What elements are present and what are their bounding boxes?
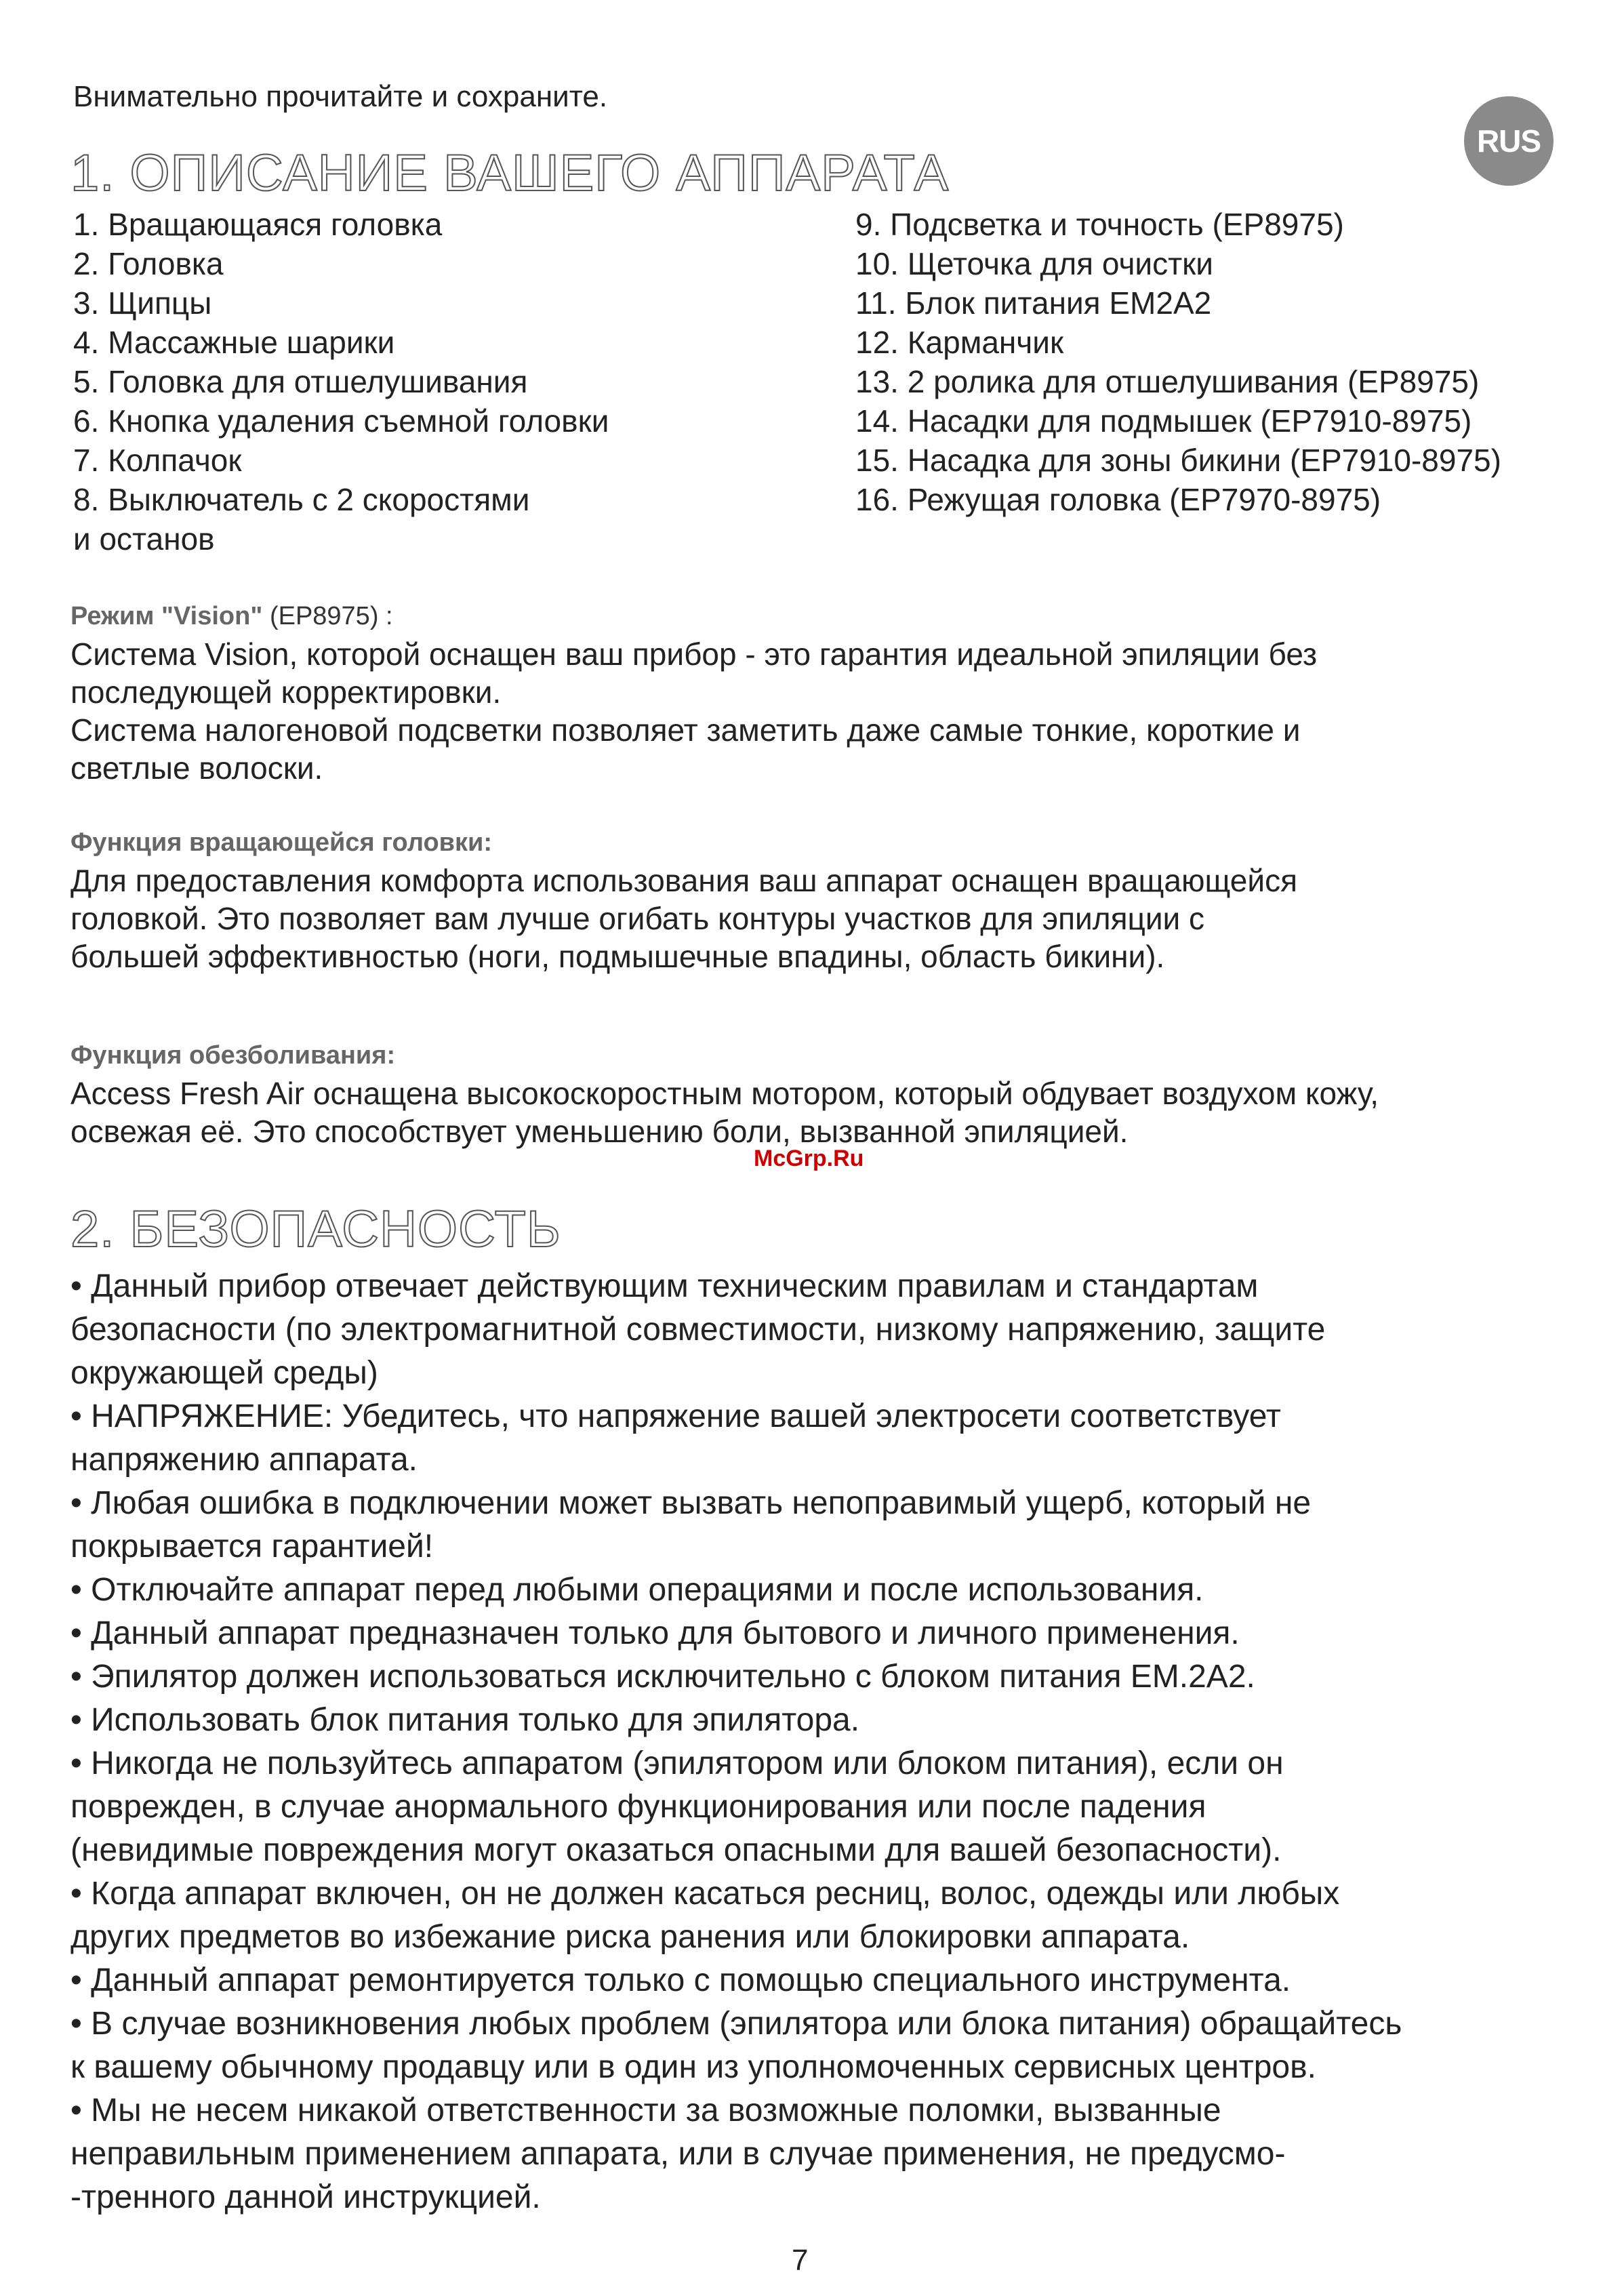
vision-block [70, 602, 1562, 787]
list-item: 1. Вращающаяся головка [73, 207, 443, 242]
list-item: и останов [73, 521, 215, 557]
list-item: • Мы не несем никакой ответственности за возможные поломки, вызванные неправильным применением аппарата, или в случае применения, не предусмо- -тренного данной инструкцией. [70, 2093, 1286, 2215]
list-item: 7. Колпачок [73, 443, 242, 478]
list-item: • Данный аппарат предназначен только для бытового и личного применения. [70, 1615, 1240, 1651]
list-item: • Использовать блок питания только для эпилятора. [70, 1702, 860, 1738]
safety-list [70, 1265, 1402, 2219]
list-item: • Данный аппарат ремонтируется только с помощью специального инструмента. [70, 1962, 1291, 1998]
list-item: 12. Карманчик [855, 325, 1064, 360]
list-item: 14. Насадки для подмышек (EP7910-8975) [855, 403, 1472, 439]
list-item: 16. Режущая головка (EP7970-8975) [855, 482, 1381, 517]
list-item: • В случае возникновения любых проблем (эпилятора или блока питания) обращайтесь к вашему обычному продавцу или в один из уполномоченных сервисных центров. [70, 2006, 1402, 2085]
list-item: • Эпилятор должен использоваться исключительно с блоком питания EM.2A2. [70, 1659, 1255, 1695]
list-item: 9. Подсветка и точность (EP8975) [855, 207, 1344, 242]
vision-heading [70, 602, 1562, 631]
parts-list-right [855, 205, 1501, 519]
language-badge: RUS [1464, 96, 1554, 186]
vision-text: Система Vision, которой оснащен ваш прибор - это гарантия идеальной эпиляции без последующей корректировки. Система налогеновой подсветки позволяет заметить даже самые тонкие, короткие и светлые волоски. [70, 637, 1318, 786]
list-item: 11. Блок питания EM2A2 [855, 285, 1212, 321]
section2-title: 2. БЕЗОПАСНОСТЬ [70, 1200, 561, 1258]
page-number: 7 [792, 2244, 809, 2277]
rotating-heading: Функция вращающейся головки: [70, 828, 493, 857]
painless-heading: Функция обезболивания: [70, 1041, 396, 1070]
list-item: • Любая ошибка в подключении может вызвать непоправимый ущерб, который не покрывается гарантией! [70, 1485, 1312, 1564]
intro-text: Внимательно прочитайте и сохраните. [73, 80, 608, 113]
list-item: 4. Массажные шарики [73, 325, 395, 360]
rotating-block [70, 828, 1562, 975]
list-item: 6. Кнопка удаления съемной головки [73, 403, 609, 439]
parts-list-left [73, 205, 609, 559]
list-item: • Никогда не пользуйтесь аппаратом (эпилятором или блоком питания), если он поврежден, в случае анормального функционирования или после падения (невидимые повреждения могут оказаться опасными для вашей безопасности). [70, 1745, 1284, 1868]
list-item: 8. Выключатель с 2 скоростями [73, 482, 530, 517]
vision-model: (EP8975) : [269, 602, 393, 630]
watermark: McGrp.Ru [754, 1146, 864, 1171]
list-item: 5. Головка для отшелушивания [73, 364, 528, 399]
list-item: • НАПРЯЖЕНИЕ: Убедитесь, что напряжение вашей электросети соответствует напряжению аппарата. [70, 1398, 1281, 1478]
list-item: 13. 2 ролика для отшелушивания (EP8975) [855, 364, 1480, 399]
list-item: 2. Головка [73, 246, 224, 281]
vision-heading-label: Режим "Vision" [70, 602, 263, 630]
list-item: • Отключайте аппарат перед любыми операциями и после использования. [70, 1572, 1204, 1608]
list-item: 15. Насадка для зоны бикини (EP7910-8975) [855, 443, 1501, 478]
rotating-text: Для предоставления комфорта использования ваш аппарат оснащен вращающейся головкой. Это позволяет вам лучше огибать контуры участков для эпиляции с большей эффективностью (ноги, подмышечные впадины, область бикини). [70, 863, 1297, 974]
list-item: 3. Щипцы [73, 285, 212, 321]
painless-text: Access Fresh Air оснащена высокоскоростным мотором, который обдувает воздухом кожу, освежая её. Это способствует уменьшению боли, вызванной эпиляцией. [70, 1076, 1379, 1149]
section1-title: 1. ОПИСАНИЕ ВАШЕГО АППАРАТА [70, 144, 950, 202]
list-item: 10. Щеточка для очистки [855, 246, 1213, 281]
painless-block [70, 1041, 1562, 1150]
list-item: • Когда аппарат включен, он не должен касаться ресниц, волос, одежды или любых других предметов во избежание риска ранения или блокировки аппарата. [70, 1876, 1340, 1955]
list-item: • Данный прибор отвечает действующим техническим правилам и стандартам безопасности (по электромагнитной совместимости, низкому напряжению, защите окружающей среды) [70, 1268, 1326, 1391]
